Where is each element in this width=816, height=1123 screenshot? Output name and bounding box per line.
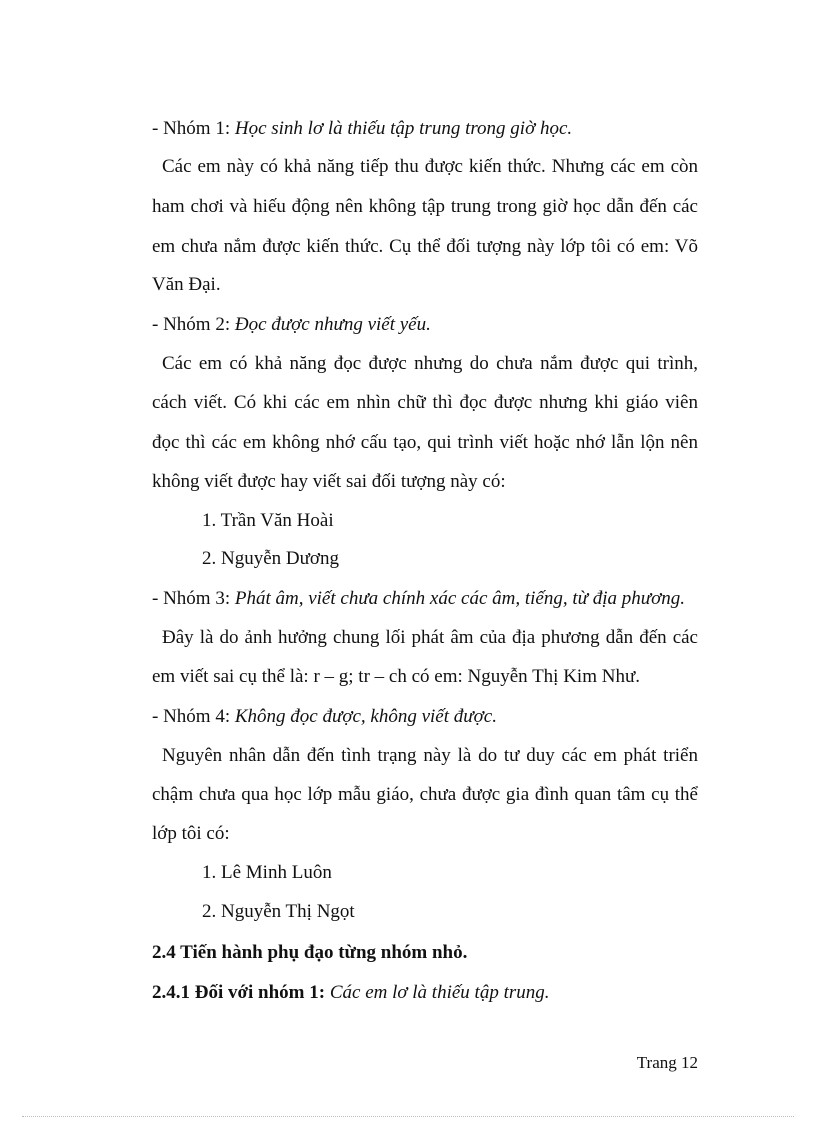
group-4-title: Không đọc được, không viết được. [234, 706, 497, 727]
list-item: 2. Nguyễn Dương [202, 548, 339, 569]
group-1-title: Học sinh lơ là thiếu tập trung trong giờ học. [234, 118, 573, 139]
paragraph-4-line: Nguyên nhân dẫn đến tình trạng này là do tư duy các em phát triển [162, 745, 698, 766]
paragraph-2-line: đọc thì các em không nhớ cấu tạo, qui trình viết hoặc nhớ lẫn lộn nên [152, 432, 698, 453]
paragraph-2-line: Các em có khả năng đọc được nhưng do chưa nắm được qui trình, [162, 353, 698, 374]
group-3-heading [152, 587, 698, 611]
list-item: 1. Lê Minh Luôn [202, 862, 332, 883]
paragraph-1-line: em chưa nắm được kiến thức. Cụ thể đối tượng này lớp tôi có em: Võ [152, 236, 698, 257]
page-bottom-divider [22, 1116, 794, 1117]
group-4-heading [152, 705, 698, 729]
group-4-label: - Nhóm 4: [152, 706, 235, 727]
paragraph-3-line: Đây là do ảnh hưởng chung lối phát âm của địa phương dẫn đến các [162, 627, 698, 648]
group-3-title: Phát âm, viết chưa chính xác các âm, tiếng, từ địa phương. [234, 588, 686, 609]
paragraph-2-line: không viết được hay viết sai đối tượng này có: [152, 471, 506, 492]
group-2-label: - Nhóm 2: [152, 314, 235, 335]
section-heading-2-4: 2.4 Tiến hành phụ đạo từng nhóm nhỏ. [152, 942, 468, 963]
paragraph-2-line: cách viết. Có khi các em nhìn chữ thì đọc được nhưng khi giáo viên [152, 392, 698, 413]
paragraph-1-line: Văn Đại. [152, 274, 221, 295]
paragraph-4-line: chậm chưa qua học lớp mẫu giáo, chưa được gia đình quan tâm cụ thể [152, 784, 698, 805]
list-item: 2. Nguyễn Thị Ngọt [202, 901, 355, 922]
group-2-title: Đọc được nhưng viết yếu. [234, 314, 431, 335]
paragraph-3-line: em viết sai cụ thể là: r – g; tr – ch có em: Nguyễn Thị Kim Như. [152, 666, 641, 687]
list-item: 1. Trần Văn Hoài [202, 510, 334, 531]
paragraph-4-line: lớp tôi có: [152, 823, 230, 844]
group-3-label: - Nhóm 3 [152, 588, 225, 609]
group-1-label: - Nhóm 1: [152, 118, 235, 139]
subsection-label: 2.4.1 Đối với nhóm 1: [152, 982, 330, 1003]
paragraph-1-line: ham chơi và hiếu động nên không tập trung trong giờ học dẫn đến các [152, 196, 698, 217]
subsection-title: Các em lơ là thiếu tập trung. [329, 982, 550, 1003]
paragraph-1-line: Các em này có khả năng tiếp thu được kiến thức. Nhưng các em còn [162, 156, 698, 177]
page-number: Trang 12 [636, 1053, 698, 1072]
subsection-heading-2-4-1 [152, 981, 698, 1005]
group-2-heading [152, 313, 698, 337]
group-3-separator: : [224, 588, 235, 609]
group-1-heading [152, 117, 698, 141]
